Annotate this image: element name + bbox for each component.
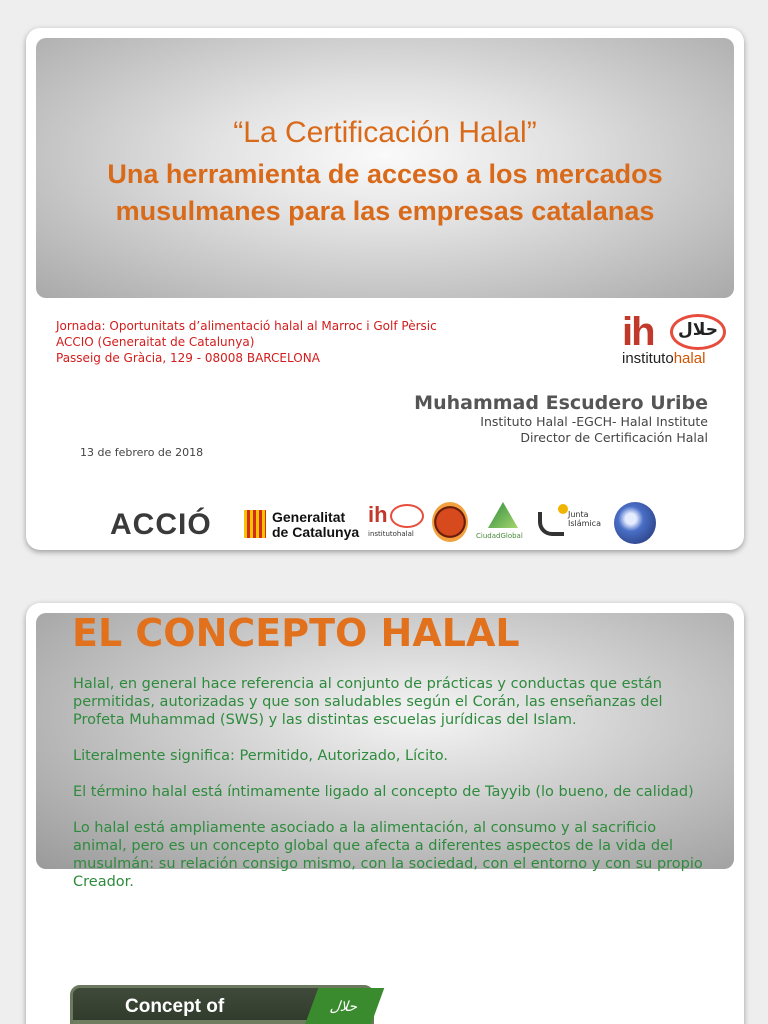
generalitat-line-2: de Catalunya [272,524,360,540]
slide-title [26,28,744,550]
ih-arabic-text: حلال [678,320,718,340]
junta-wordmark: Junta Islámica [568,510,601,528]
book-halal-tab: حلال [304,988,385,1024]
presentation-subtitle: Una herramienta de acceso a los mercados musulmanes para las empresas catalanas [107,159,663,226]
speaker-name: Muhammad Escudero Uribe [414,392,708,414]
concept-body [73,675,713,891]
halal-seal-icon [432,502,468,542]
speaker-affiliation: Instituto Halal -EGCH- Halal Institute [480,414,708,429]
ciudad-global-wordmark: CiudadGlobal [476,532,523,540]
ih-small-mark: ih [368,502,388,527]
sponsor-logos [106,498,696,544]
accio-logo: ACCIÓ [110,508,212,541]
concept-paragraph-3: El término halal está íntimamente ligado al concepto de Tayyib (lo bueno, de calidad) [73,784,694,800]
speaker-block [414,392,708,446]
halal-seal-logo [432,502,468,542]
ciudad-global-logo [476,502,532,542]
ih-wordmark: institutohalal [622,350,706,367]
generalitat-line-1: Generalitat [272,509,346,525]
mosque-icon [488,502,518,528]
catalan-flag-icon [244,510,266,538]
concept-paragraph-4: Lo halal está ampliamente asociado a la alimentación, al consumo y al sacrificio animal, pero es un concepto global que afecta a diferentes aspectos de la vida del musulmán: su relación consigo mismo, con la sociedad, con el entorno y con su propio Creador. [73,820,703,890]
globe-icon [614,502,656,544]
concept-paragraph-1: Halal, en general hace referencia al conjunto de prácticas y conductas que están permitidas, autorizadas y que son saludables según el Corán, las enseñanzas del Profeta Muhammad (SWS) y las distintas escuelas jurídicas del Islam. [73,676,663,728]
instituto-halal-small-logo [368,502,426,542]
title-banner [36,38,734,298]
junta-sun-icon [558,504,568,514]
speaker-role: Director de Certificación Halal [520,430,708,445]
generalitat-logo [244,510,364,542]
event-line-3: Passeig de Gràcia, 129 - 08008 BARCELONA [56,351,320,365]
event-info [56,318,437,366]
presentation-date: 13 de febrero de 2018 [80,446,204,459]
slide-concept [26,603,744,1024]
concept-book-image [70,985,374,1024]
book-label: Concept of [125,996,225,1017]
world-halal-logo [614,502,660,542]
event-line-1: Jornada: Oportunitats d’alimentació halal al Marroc i Golf Pèrsic [56,319,437,333]
concept-paragraph-2: Literalmente significa: Permitido, Autorizado, Lícito. [73,748,449,764]
ih-small-wordmark: institutohalal [368,530,414,538]
junta-islamica-logo [538,502,608,542]
instituto-halal-logo [622,310,730,372]
ih-mark: ih [622,310,654,354]
junta-swoosh-icon [538,512,564,536]
concept-title: EL CONCEPTO HALAL [72,611,520,655]
halal-circle-small-icon [390,504,424,528]
presentation-title: “La Certificación Halal” [233,116,537,149]
event-line-2: ACCIO (Generaitat de Catalunya) [56,335,255,349]
